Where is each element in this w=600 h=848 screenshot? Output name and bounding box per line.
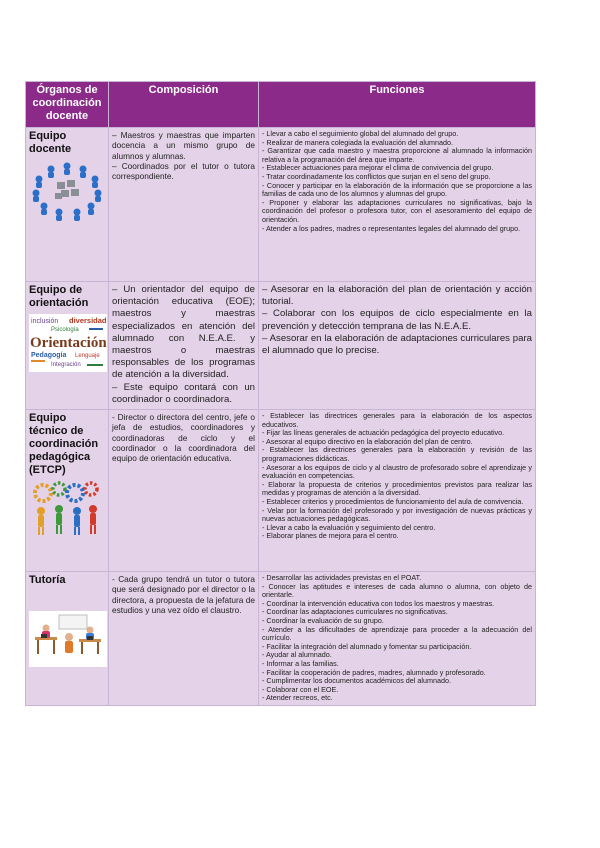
function-item: - Conocer las aptitudes e intereses de cada alumno o alumna, con objeto de orientarle. <box>262 581 532 600</box>
header-composicion: Composición <box>109 82 259 128</box>
people-circle-image <box>29 160 105 222</box>
header-row <box>26 82 536 128</box>
functions-cell <box>259 282 536 410</box>
word-cloud-word: Lenguaje <box>75 353 100 359</box>
functions-cell <box>259 410 536 572</box>
composition-item: – Maestros y maestras que imparten docencia a un mismo grupo de alumnos y alumnas. <box>112 130 255 161</box>
function-item: - Proponer y elaborar las adaptaciones curriculares no significativas, bajo la coordinación del profesor o profesora tutor, con el asesoramiento del equipo de orientación. <box>262 197 532 224</box>
function-item: - Asesorar a los equipos de ciclo y al claustro de profesorado sobre el aprendizaje y evaluación en competencias. <box>262 462 532 481</box>
function-item: - Atender recreos, etc. <box>262 693 333 703</box>
role-name: Equipo técnico de coordinación pedagógica (ETCP) <box>29 412 99 476</box>
composition-cell <box>109 410 259 572</box>
function-item: - Establecer las directrices generales para la elaboración y revisión de las programaciones didácticas. <box>262 445 532 463</box>
table-row <box>26 128 536 282</box>
composition-cell <box>109 128 259 282</box>
composition-item: – Un orientador del equipo de orientación educativa (EOE); maestros y maestras especializados en atención del alumnado con N.E.A.E. y maestros o maestras responsables de los programas de atención a la diversidad. <box>112 284 255 381</box>
function-item: - Atender a los padres, madres o representantes legales del alumnado del grupo. <box>262 223 521 233</box>
word-cloud-word: Pedagogía <box>31 352 67 359</box>
word-cloud-word: Psicología <box>51 327 79 333</box>
table-row <box>26 282 536 410</box>
role-name: Equipo docente <box>29 130 72 155</box>
function-item: - Garantizar que cada maestro y maestra proporcione al alumnado la información relativa a la programación del área que imparte. <box>262 146 532 164</box>
function-item: - Fijar las líneas generales de actuación pedagógica del proyecto educativo. <box>262 428 505 438</box>
function-item: - Coordinar la intervención educativa con todos los maestros y maestras. <box>262 598 495 608</box>
composition-item: – Este equipo contará con un coordinador o coordinadora. <box>112 381 255 405</box>
word-cloud-word: Integración <box>51 362 81 368</box>
function-item: - Elaborar planes de mejora para el centro. <box>262 531 399 541</box>
function-item: - Informar a las familias. <box>262 658 339 668</box>
function-item: - Tratar coordinadamente los conflictos que surjan en el seno del grupo. <box>262 171 491 181</box>
functions-cell <box>259 128 536 282</box>
function-item: - Coordinar la evaluación de su grupo. <box>262 615 384 625</box>
function-item: - Facilitar la integración del alumnado y fomentar su participación. <box>262 641 472 651</box>
role-cell <box>26 410 109 572</box>
function-item: - Llevar a cabo el seguimiento global del alumnado del grupo. <box>262 129 459 138</box>
function-item: - Establecer criterios y procedimientos de funcionamiento del aula de convivencia. <box>262 496 524 506</box>
coordination-table <box>25 81 536 706</box>
role-cell <box>26 128 109 282</box>
gears-team-image <box>29 481 105 539</box>
function-item: - Colaborar con el EOE. <box>262 684 339 694</box>
role-cell <box>26 572 109 706</box>
function-item: - Coordinar las adaptaciones curriculares no significativas. <box>262 607 448 617</box>
composition-item: - Cada grupo tendrá un tutor o tutora que será designado por el director o la directora, a propuesta de la jefatura de estudios y una vez oído el claustro. <box>112 574 255 615</box>
table-row <box>26 572 536 706</box>
function-item: - Elaborar la propuesta de criterios y procedimientos previstos para realizar las medidas y programas de atención a la diversidad. <box>262 479 532 498</box>
function-item: - Llevar a cabo la evaluación y seguimiento del centro. <box>262 522 436 532</box>
function-item: - Conocer y participar en la elaboración de la información que se proporcione a las familias de cada uno de los alumnos y alumnas del grupo. <box>262 180 532 199</box>
composition-item: – Coordinados por el tutor o tutora correspondiente. <box>112 160 255 182</box>
function-item: – Asesorar en la elaboración del plan de orientación y acción tutorial. <box>262 284 532 308</box>
function-item: – Colaborar con los equipos de ciclo especialmente en la prevención y detección temprana de las N.E.A.E. <box>262 308 532 332</box>
table-row <box>26 410 536 572</box>
role-name: Tutoría <box>29 574 66 586</box>
function-item: - Desarrollar las actividades previstas en el POAT. <box>262 573 422 582</box>
function-item: – Asesorar en la elaboración de adaptaciones curriculares para el alumnado que lo precise. <box>262 332 532 357</box>
functions-cell <box>259 572 536 706</box>
function-item: - Asesorar al equipo directivo en la elaboración del plan de centro. <box>262 436 473 446</box>
function-item: - Establecer actuaciones para mejorar el clima de convivencia del grupo. <box>262 163 494 173</box>
word-cloud-word: Orientación <box>30 335 107 351</box>
classroom-image <box>29 611 107 667</box>
role-name: Equipo de orientación <box>29 284 89 309</box>
function-item: - Realizar de manera colegiada la evaluación del alumnado. <box>262 137 453 147</box>
function-item: - Facilitar la cooperación de padres, madres, alumnado y profesorado. <box>262 667 486 677</box>
role-cell <box>26 282 109 410</box>
function-item: - Atender a las dificultades de aprendizaje para proceder a la adecuación del currículo. <box>262 624 532 643</box>
function-item: - Velar por la formación del profesorado y por investigación de nuevas prácticas y nuevas actuaciones pedagógicas. <box>262 505 532 524</box>
header-funciones: Funciones <box>259 82 536 128</box>
orientacion-word-cloud-image <box>29 314 107 372</box>
composition-cell <box>109 572 259 706</box>
composition-cell <box>109 282 259 410</box>
function-item: - Establecer las directrices generales para la elaboración de los aspectos educativos. <box>262 411 532 429</box>
word-cloud-word: inclusión <box>31 318 59 325</box>
header-organos: Órganos de coordinación docente <box>26 82 109 128</box>
composition-item: - Director o directora del centro, jefe o jefa de estudios, coordinadores y coordinadoras de ciclo y el coordinador o la coordinadora del equipo de orientación educativa. <box>112 412 255 464</box>
function-item: - Ayudar al alumnado. <box>262 650 332 660</box>
function-item: - Cumplimentar los documentos académicos del alumnado. <box>262 676 451 686</box>
word-cloud-word: diversidad <box>69 316 107 325</box>
